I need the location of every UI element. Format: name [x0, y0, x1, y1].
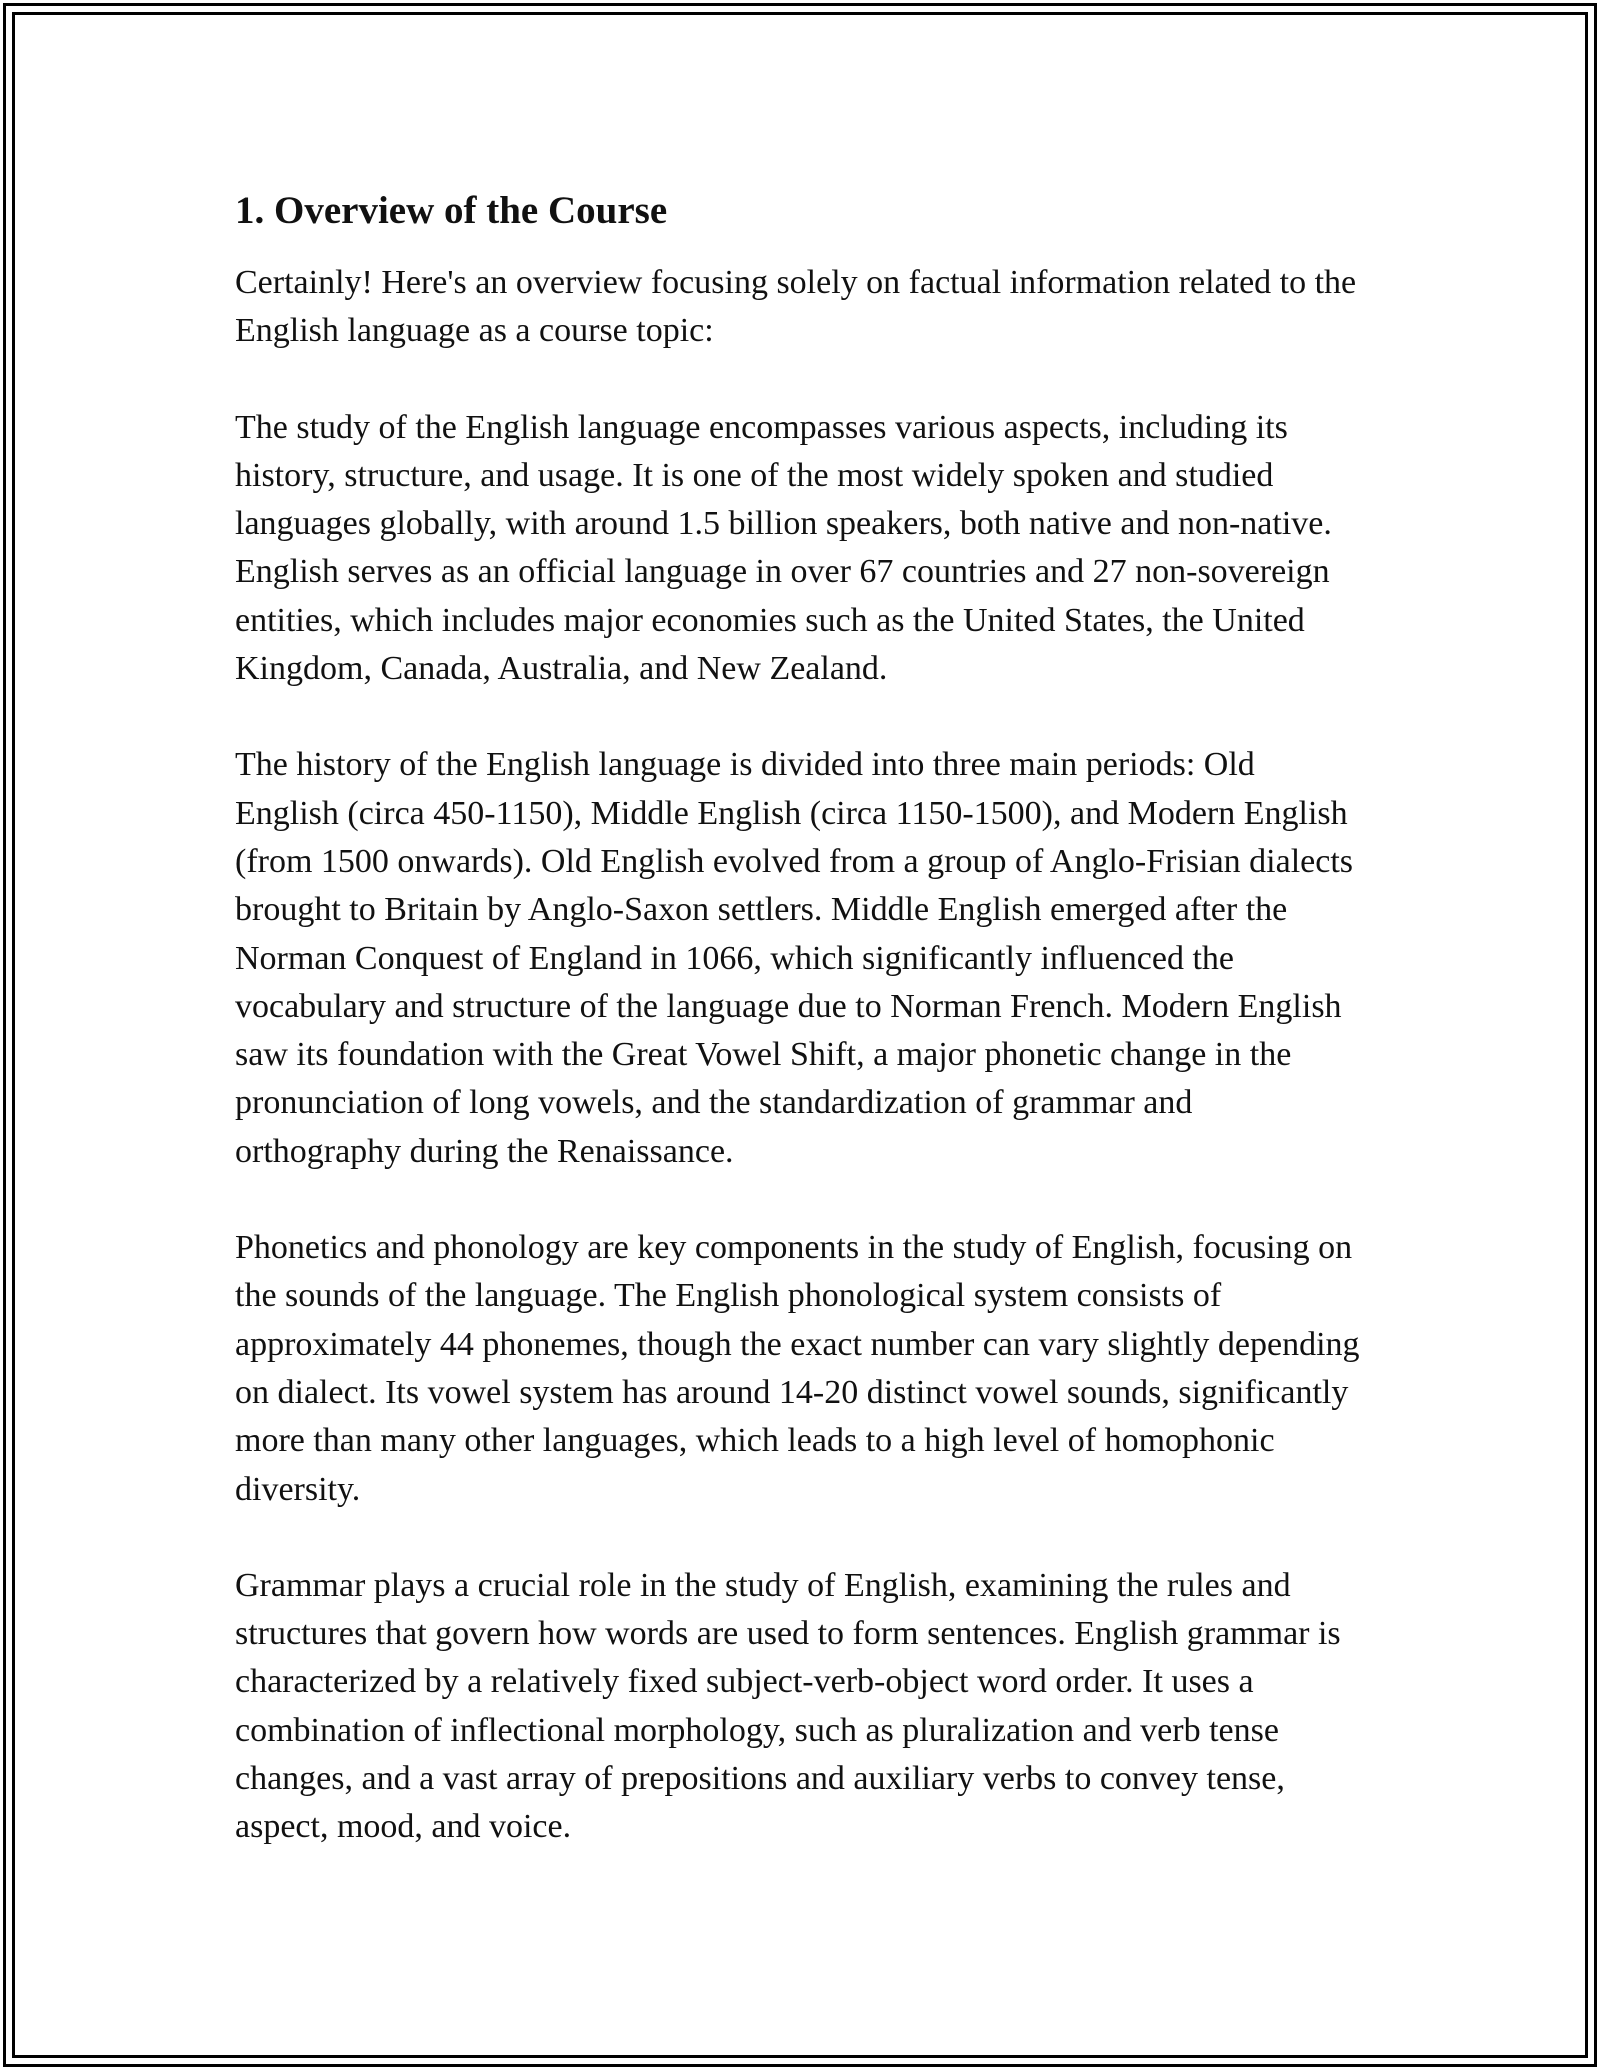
- paragraph-intro: Certainly! Here's an overview focusing solely on factual information related to the English language as a course topic:: [235, 264, 1357, 350]
- document-body: [235, 185, 1365, 1900]
- paragraph-history: The history of the English language is divided into three main periods: Old English (circa 450-1150), Middle English (circa 1150-1500), and Modern English (from 1500 onwards). Old English evolved from a group of Anglo-Frisian dialects brought to Britain by Anglo-Saxon settlers. Middle English emerged after the Norman Conquest of England in 1066, which significantly influenced the vocabulary and structure of the language due to Norman French. Modern English saw its foundation with the Great Vowel Shift, a major phonetic change in the pronunciation of long vowels, and the standardization of grammar and orthography during the Renaissance.: [235, 746, 1354, 1170]
- paragraph-grammar: Grammar plays a crucial role in the study of English, examining the rules and structures that govern how words are used to form sentences. English grammar is characterized by a relatively fixed subject-verb-object word order. It uses a combination of inflectional morphology, such as pluralization and verb tense changes, and a vast array of prepositions and auxiliary verbs to convey tense, aspect, mood, and voice.: [235, 1566, 1341, 1846]
- paragraph-study-overview: The study of the English language encompasses various aspects, including its history, structure, and usage. It is one of the most widely spoken and studied languages globally, with around 1.5 billion speakers, both native and non-native. English serves as an official language in over 67 countries and 27 non-sovereign entities, which includes major economies such as the United States, the United Kingdom, Canada, Australia, and New Zealand.: [235, 408, 1332, 688]
- paragraph-phonetics: Phonetics and phonology are key components in the study of English, focusing on the sounds of the language. The English phonological system consists of approximately 44 phonemes, though the exact number can vary slightly depending on dialect. Its vowel system has around 14-20 distinct vowel sounds, significantly more than many other languages, which leads to a high level of homophonic diversity.: [235, 1229, 1360, 1508]
- section-title: 1. Overview of the Course: [235, 189, 668, 232]
